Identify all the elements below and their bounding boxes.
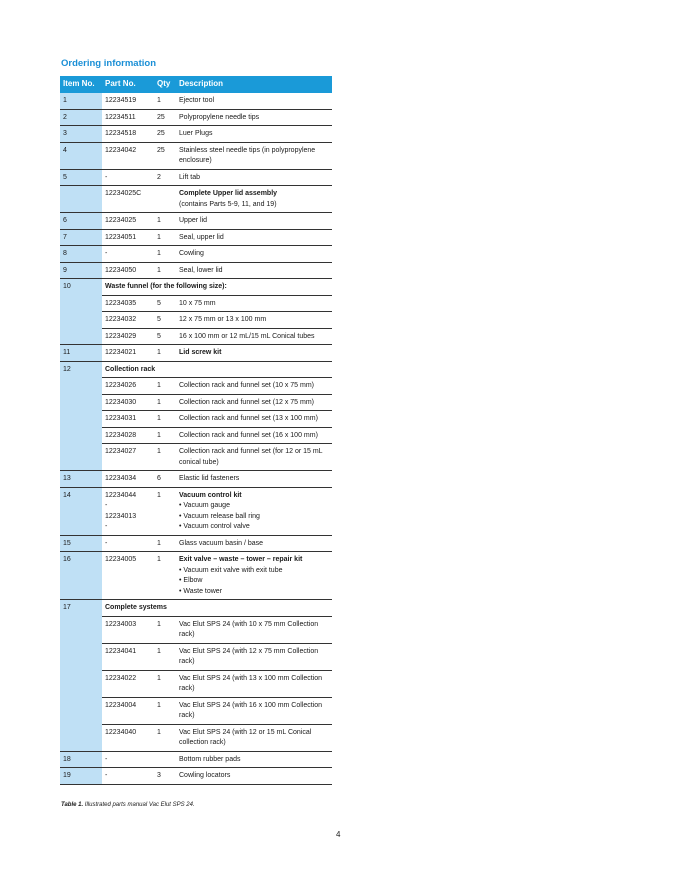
item-number-cell: 6 [60,213,102,230]
header-qty: Qty [154,76,176,93]
item-number-cell [60,378,102,395]
item-number-cell [60,427,102,444]
description-text: Vac Elut SPS 24 (with 13 x 100 mm Collection rack) [179,674,323,692]
part-number: 12234042 [105,146,137,154]
part-number-cell [102,394,154,411]
group-heading-cell: Complete systems [102,600,332,617]
qty-cell: 1 [154,262,176,279]
description-cell [176,471,332,488]
group-heading-cell: Collection rack [102,361,332,378]
table-row [60,411,332,428]
description-cell [176,444,332,471]
part-number: 12234031 [105,415,137,422]
description-cell [176,328,332,345]
description-text: Collection rack and funnel set (16 x 100 mm) [179,431,318,439]
description-text: Exit valve – waste – tower – repair kit [179,556,303,563]
qty-cell: 1 [154,246,176,263]
table-row [60,378,332,395]
part-number-cell [102,328,154,345]
part-number: - [105,539,108,547]
description-cell [176,768,332,785]
part-number: 12234041 [105,647,137,655]
description-cell [176,411,332,428]
qty-cell [154,751,176,768]
table-row [60,93,332,109]
description-bullet: • Vacuum release ball ring [179,512,260,520]
qty-cell: 1 [154,535,176,552]
description-text: Ejector tool [179,97,215,104]
description-text: Lift tab [179,173,201,181]
table-row [60,328,332,345]
part-number-cell [102,345,154,362]
table-row [60,724,332,751]
qty-cell: 2 [154,169,176,186]
table-row [60,616,332,643]
qty-cell: 6 [154,471,176,488]
description-cell [176,262,332,279]
qty-cell: 1 [154,487,176,535]
item-number-cell: 10 [60,279,102,296]
part-number: - [105,173,108,181]
part-number-cell [102,751,154,768]
table-row [60,471,332,488]
part-number: 12234034 [105,475,137,482]
item-number-cell: 14 [60,487,102,535]
part-number: - [105,772,108,779]
description-text: Vac Elut SPS 24 (with 10 x 75 mm Collection rack) [179,620,319,638]
item-number-cell [60,312,102,329]
item-number-cell: 5 [60,169,102,186]
item-number-cell: 16 [60,552,102,600]
part-number-cell [102,411,154,428]
table-row [60,109,332,126]
part-number-line: - [105,523,108,530]
qty-cell: 1 [154,93,176,109]
description-cell [176,229,332,246]
table-row [60,169,332,186]
description-text: Vac Elut SPS 24 (with 12 x 75 mm Collection rack) [179,647,319,665]
part-number-cell [102,724,154,751]
part-number-cell [102,471,154,488]
item-number-cell [60,616,102,643]
part-number: 12234029 [105,332,137,340]
description-cell [176,93,332,109]
table-row [60,279,332,296]
item-number-cell [60,444,102,471]
part-number: 12234030 [105,398,137,406]
description-text: 10 x 75 mm [179,299,216,307]
description-cell [176,169,332,186]
description-cell [176,213,332,230]
qty-cell: 1 [154,724,176,751]
page-number: 4 [336,830,341,839]
caption-text: Illustrated parts manual Vac Elut SPS 24. [83,802,195,808]
part-number-cell [102,295,154,312]
table-row [60,643,332,670]
description-cell [176,487,332,535]
part-number-cell [102,427,154,444]
item-number-cell: 18 [60,751,102,768]
item-number-cell [60,328,102,345]
part-number: 12234519 [105,97,137,104]
qty-cell: 1 [154,643,176,670]
qty-cell: 1 [154,378,176,395]
description-text: Vac Elut SPS 24 (with 16 x 100 mm Collection rack) [179,701,323,719]
item-number-cell: 9 [60,262,102,279]
description-cell [176,109,332,126]
description-text: Glass vacuum basin / base [179,539,264,547]
part-number-cell [102,93,154,109]
table-row [60,246,332,263]
table-row [60,697,332,724]
part-number-cell [102,768,154,785]
table-row [60,312,332,329]
description-text: Collection rack and funnel set (10 x 75 mm) [179,382,315,389]
qty-cell: 1 [154,229,176,246]
qty-cell: 1 [154,616,176,643]
part-number-cell [102,697,154,724]
item-number-cell [60,643,102,670]
table-row [60,361,332,378]
description-text: Lid screw kit [179,349,222,356]
description-text: Collection rack and funnel set (12 x 75 mm) [179,398,315,406]
header-part-no: Part No. [102,76,154,93]
description-text: Seal, lower lid [179,266,223,274]
part-number-cell [102,444,154,471]
description-cell [176,616,332,643]
part-number-cell [102,643,154,670]
description-text: Complete Upper lid assembly [179,190,278,197]
item-number-cell: 13 [60,471,102,488]
part-number: 12234025 [105,217,137,224]
item-number-cell: 12 [60,361,102,378]
description-cell [176,378,332,395]
table-row [60,186,332,213]
part-number-line: 12234013 [105,512,137,520]
description-cell [176,394,332,411]
description-text: Cowling [179,250,204,257]
table-row [60,600,332,617]
part-number-cell [102,670,154,697]
description-bullet: • Vacuum exit valve with exit tube [179,566,283,574]
qty-cell: 25 [154,126,176,143]
item-number-cell: 17 [60,600,102,617]
group-heading-cell: Waste funnel (for the following size): [102,279,332,296]
part-number: 12234027 [105,448,137,455]
description-cell [176,345,332,362]
part-number-line: - [105,502,108,509]
parts-table [60,76,332,785]
table-row [60,535,332,552]
part-number-cell [102,213,154,230]
description-cell [176,142,332,169]
part-number: 12234044 [105,491,137,499]
part-number-cell [102,169,154,186]
description-text: Polypropylene needle tips [179,113,260,121]
description-cell [176,643,332,670]
part-number-cell [102,312,154,329]
item-number-cell: 19 [60,768,102,785]
item-number-cell: 8 [60,246,102,263]
table-row [60,262,332,279]
table-caption [61,802,195,808]
item-number-cell [60,670,102,697]
qty-cell: 1 [154,427,176,444]
description-cell [176,126,332,143]
table-row [60,444,332,471]
qty-cell: 5 [154,328,176,345]
part-number: 12234518 [105,130,137,137]
part-number-cell [102,535,154,552]
description-cell [176,186,332,213]
part-number: 12234004 [105,701,137,709]
table-row [60,751,332,768]
part-number: - [105,250,108,257]
description-cell [176,670,332,697]
description-text: Cowling locators [179,772,231,779]
description-text: Vacuum control kit [179,491,242,499]
description-text: Upper lid [179,217,208,224]
description-text: Vac Elut SPS 24 (with 12 or 15 mL Conical collection rack) [179,728,312,746]
item-number-cell: 7 [60,229,102,246]
item-number-cell [60,411,102,428]
description-text: Seal, upper lid [179,233,224,241]
part-number: 12234050 [105,266,137,274]
description-text: Luer Plugs [179,130,213,137]
part-number-cell [102,186,154,213]
qty-cell: 1 [154,394,176,411]
header-item-no: Item No. [60,76,102,93]
caption-label: Table 1. [61,802,84,808]
qty-cell [154,186,176,213]
part-number-cell [102,262,154,279]
qty-cell: 5 [154,312,176,329]
description-cell [176,246,332,263]
item-number-cell [60,186,102,213]
part-number: 12234032 [105,316,137,323]
description-cell [176,295,332,312]
header-description: Description [176,76,332,93]
part-number: 12234026 [105,382,137,389]
part-number-cell [102,109,154,126]
table-row [60,126,332,143]
part-number: 12234021 [105,349,137,356]
qty-cell: 1 [154,444,176,471]
item-number-cell: 1 [60,93,102,109]
item-number-cell: 4 [60,142,102,169]
description-text: 12 x 75 mm or 13 x 100 mm [179,316,267,323]
description-text: Bottom rubber pads [179,755,241,763]
item-number-cell: 2 [60,109,102,126]
description-cell [176,552,332,600]
table-row [60,768,332,785]
table-row [60,427,332,444]
description-text: Stainless steel needle tips (in polypropylene enclosure) [179,146,316,164]
table-row [60,295,332,312]
part-number-cell [102,246,154,263]
table-row [60,345,332,362]
qty-cell: 1 [154,411,176,428]
description-text: Elastic lid fasteners [179,475,240,482]
table-row [60,229,332,246]
description-cell [176,697,332,724]
description-note: (contains Parts 5-9, 11, and 19) [179,200,277,208]
description-cell [176,312,332,329]
qty-cell: 25 [154,109,176,126]
description-text: 16 x 100 mm or 12 mL/15 mL Conical tubes [179,332,315,340]
part-number-cell [102,616,154,643]
qty-cell: 1 [154,213,176,230]
qty-cell: 1 [154,670,176,697]
part-number: 12234022 [105,674,137,682]
item-number-cell [60,394,102,411]
item-number-cell [60,724,102,751]
item-number-cell: 11 [60,345,102,362]
description-bullet: • Waste tower [179,587,223,595]
table-row [60,670,332,697]
table-row [60,213,332,230]
part-number: 12234005 [105,556,137,563]
part-number: 12234035 [105,299,137,307]
table-header-row [60,76,332,93]
description-cell [176,724,332,751]
part-number: - [105,755,108,763]
table-row [60,142,332,169]
table-row [60,394,332,411]
description-text: Collection rack and funnel set (13 x 100 mm) [179,415,318,422]
item-number-cell [60,697,102,724]
description-bullet: • Vacuum gauge [179,502,230,509]
table-row [60,552,332,600]
part-number: 12234028 [105,431,137,439]
part-number-cell [102,552,154,600]
part-number: 12234003 [105,620,137,628]
part-number: 12234025C [105,190,142,197]
description-bullet: • Elbow [179,577,203,584]
description-bullet: • Vacuum control valve [179,523,250,530]
part-number-cell [102,378,154,395]
qty-cell: 1 [154,697,176,724]
item-number-cell [60,295,102,312]
description-cell [176,535,332,552]
section-heading: Ordering information [61,58,156,69]
part-number: 12234051 [105,233,137,241]
qty-cell: 25 [154,142,176,169]
part-number: 12234511 [105,113,136,121]
qty-cell: 3 [154,768,176,785]
part-number: 12234040 [105,728,137,736]
part-number-cell [102,142,154,169]
item-number-cell: 15 [60,535,102,552]
part-number-cell [102,229,154,246]
description-text: Collection rack and funnel set (for 12 or 15 mL conical tube) [179,448,323,466]
description-cell [176,427,332,444]
qty-cell: 1 [154,552,176,600]
part-number-cell [102,126,154,143]
part-number-cell [102,487,154,535]
table-row [60,487,332,535]
qty-cell: 5 [154,295,176,312]
description-cell [176,751,332,768]
qty-cell: 1 [154,345,176,362]
item-number-cell: 3 [60,126,102,143]
